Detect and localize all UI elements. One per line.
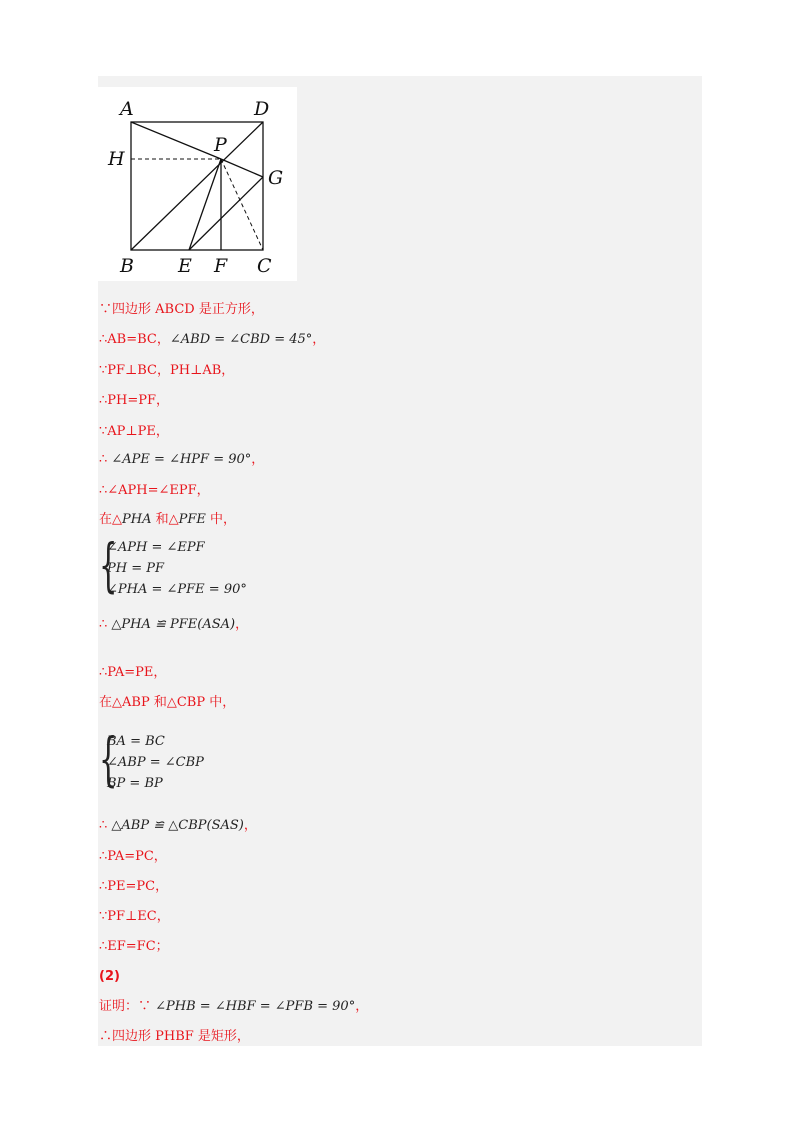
diagonal-bd: [131, 122, 263, 250]
proof-line-12: ∴ △ABP ≌ △CBP(SAS)，: [99, 818, 257, 833]
label-d: D: [254, 98, 270, 120]
label-b: B: [120, 255, 134, 277]
segment-ap: [131, 122, 221, 159]
geometry-figure: [98, 87, 297, 281]
proof-line-18: ∴四边形 PHBF 是矩形，: [99, 1029, 250, 1044]
label-g: G: [268, 167, 284, 189]
square-diagram: [98, 87, 297, 281]
proof-line-4: ∴PH=PF，: [99, 393, 170, 408]
proof-line-1: ∵四边形 ABCD 是正方形，: [99, 302, 264, 317]
proof-line-2: ∴AB=BC，∠ABD = ∠CBD = 45°，: [99, 332, 326, 347]
system-1-row: ∠APH = ∠EPF: [107, 540, 205, 555]
label-h: H: [108, 148, 125, 170]
brace-icon: {: [99, 725, 118, 793]
system-1-row: PH = PF: [107, 561, 165, 576]
label-p: P: [214, 134, 227, 156]
system-2-row: BP = BP: [107, 776, 163, 791]
equation-system-1: [99, 531, 299, 602]
equation-system-2: [99, 725, 299, 796]
label-c: C: [257, 255, 272, 277]
proof-line-9: ∴ △PHA ≌ PFE(ASA)，: [99, 617, 249, 632]
label-f: F: [214, 255, 228, 277]
proof-line-17: 证明：∵ ∠PHB = ∠HBF = ∠PFB = 90°，: [99, 999, 369, 1014]
proof-line-16: ∴EF=FC；: [99, 939, 169, 954]
segment-pe: [189, 159, 221, 250]
proof-line-11: 在△ABP 和△CBP 中，: [99, 695, 236, 710]
segment-eg: [189, 177, 263, 250]
proof-line-15: ∵PF⊥EC，: [99, 909, 170, 924]
proof-line-6: ∴ ∠APE = ∠HPF = 90°，: [99, 452, 265, 467]
proof-line-7: ∴∠APH=∠EPF，: [99, 483, 210, 498]
label-a: A: [120, 98, 134, 120]
brace-icon: {: [99, 531, 118, 599]
proof-line-3: ∵PF⊥BC，PH⊥AB，: [99, 363, 235, 378]
proof-line-14: ∴PE=PC，: [99, 879, 169, 894]
proof-line-8: 在△PHA 和△PFE 中，: [99, 512, 237, 527]
part-2-label: (2): [99, 969, 120, 984]
system-2-row: ∠ABP = ∠CBP: [107, 755, 204, 770]
proof-line-10: ∴PA=PE，: [99, 665, 167, 680]
dashed-pc: [221, 159, 263, 250]
proof-line-5: ∵AP⊥PE，: [99, 424, 169, 439]
system-2-row: BA = BC: [107, 734, 165, 749]
label-e: E: [178, 255, 192, 277]
proof-line-13: ∴PA=PC，: [99, 849, 167, 864]
system-1-row: ∠PHA = ∠PFE = 90°: [107, 582, 247, 597]
segment-pg: [221, 159, 263, 177]
